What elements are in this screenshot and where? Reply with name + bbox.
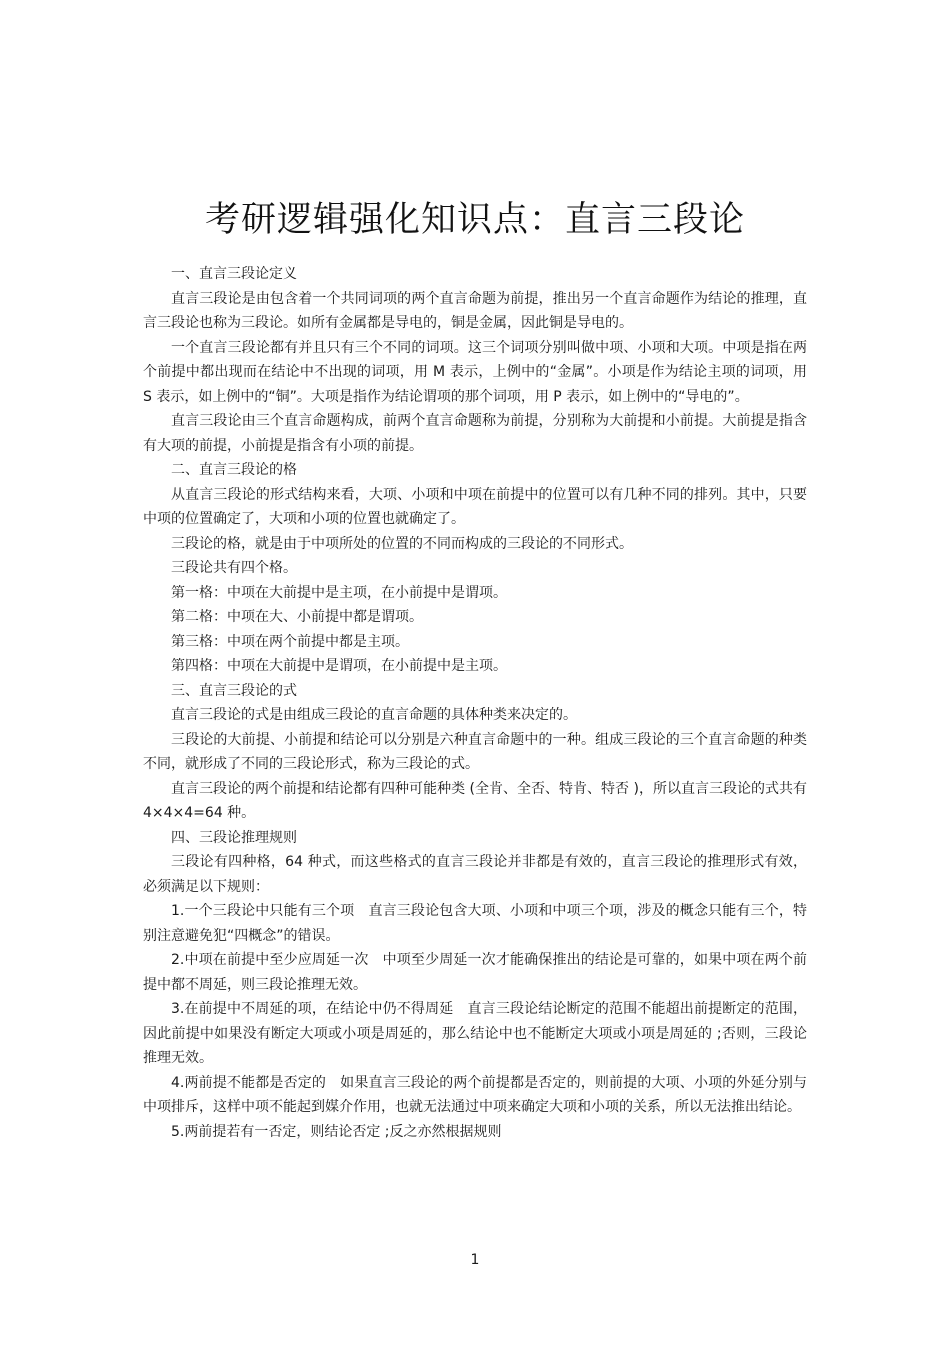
document-body — [143, 262, 807, 1144]
paragraph: 三段论共有四个格。 — [171, 560, 297, 576]
document-title: 考研逻辑强化知识点：直言三段论 — [204, 200, 745, 240]
section-heading-rules: 四、三段论推理规则 — [171, 829, 297, 846]
list-item: 第一格：中项在大前提中是主项，在小前提中是谓项。 — [171, 584, 507, 601]
paragraph: 三段论的大前提、小前提和结论可以分别是六种直言命题中的一种。组成三段论的三个直言命题的种类不同，就形成了不同的三段论形式，称为三段论的式。 — [143, 731, 807, 772]
paragraph: 直言三段论是由包含着一个共同词项的两个直言命题为前提，推出另一个直言命题作为结论的推理，直言三段论也称为三段论。如所有金属都是导电的，铜是金属，因此铜是导电的。 — [143, 290, 807, 331]
section-heading-definition: 一、直言三段论定义 — [171, 266, 297, 282]
paragraph: 从直言三段论的形式结构来看，大项、小项和中项在前提中的位置可以有几种不同的排列。其中，只要中项的位置确定了，大项和小项的位置也就确定了。 — [143, 486, 807, 527]
paragraph: 直言三段论的式是由组成三段论的直言命题的具体种类来决定的。 — [171, 707, 577, 723]
rule-item: 1.一个三段论中只能有三个项 直言三段论包含大项、小项和中项三个项，涉及的概念只能有三个，特别注意避免犯“四概念”的错误。 — [143, 903, 807, 944]
list-item: 第二格：中项在大、小前提中都是谓项。 — [171, 609, 423, 625]
section-heading-figures: 二、直言三段论的格 — [171, 462, 297, 478]
list-item: 第四格：中项在大前提中是谓项，在小前提中是主项。 — [171, 658, 507, 674]
paragraph: 直言三段论由三个直言命题构成，前两个直言命题称为前提，分别称为大前提和小前提。大前提是指含有大项的前提，小前提是指含有小项的前提。 — [143, 413, 807, 454]
rule-item: 3.在前提中不周延的项，在结论中仍不得周延 直言三段论结论断定的范围不能超出前提断定的范围，因此前提中如果没有断定大项或小项是周延的，那么结论中也不能断定大项或小项是周延的 ;否则，三段论推理无效。 — [143, 1001, 807, 1066]
section-heading-moods: 三、直言三段论的式 — [171, 682, 297, 699]
list-item: 第三格：中项在两个前提中都是主项。 — [171, 633, 409, 650]
paragraph: 直言三段论的两个前提和结论都有四种可能种类 (全肯、全否、特肯、特否 )，所以直言三段论的式共有 4×4×4=64 种。 — [143, 780, 807, 821]
paragraph: 一个直言三段论都有并且只有三个不同的词项。这三个词项分别叫做中项、小项和大项。中项是指在两个前提中都出现而在结论中不出现的词项，用 M 表示，上例中的“金属”。小项是作为结论主项的词项，用 S 表示，如上例中的“铜”。大项是指作为结论谓项的那个词项，用 P 表示，如上例中的“导电的”。 — [143, 339, 807, 405]
paragraph: 三段论有四种格，64 种式，而这些格式的直言三段论并非都是有效的，直言三段论的推理形式有效，必须满足以下规则： — [143, 854, 807, 895]
paragraph: 三段论的格，就是由于中项所处的位置的不同而构成的三段论的不同形式。 — [171, 535, 633, 552]
rule-item: 2.中项在前提中至少应周延一次 中项至少周延一次才能确保推出的结论是可靠的，如果中项在两个前提中都不周延，则三段论推理无效。 — [143, 952, 807, 993]
page-number: 1 — [470, 1252, 480, 1268]
rule-item: 4.两前提不能都是否定的 如果直言三段论的两个前提都是否定的，则前提的大项、小项的外延分别与中项排斥，这样中项不能起到媒介作用，也就无法通过中项来确定大项和小项的关系，所以无法推出结论。 — [143, 1074, 807, 1115]
rule-item: 5.两前提若有一否定，则结论否定 ;反之亦然根据规则 — [171, 1123, 502, 1140]
